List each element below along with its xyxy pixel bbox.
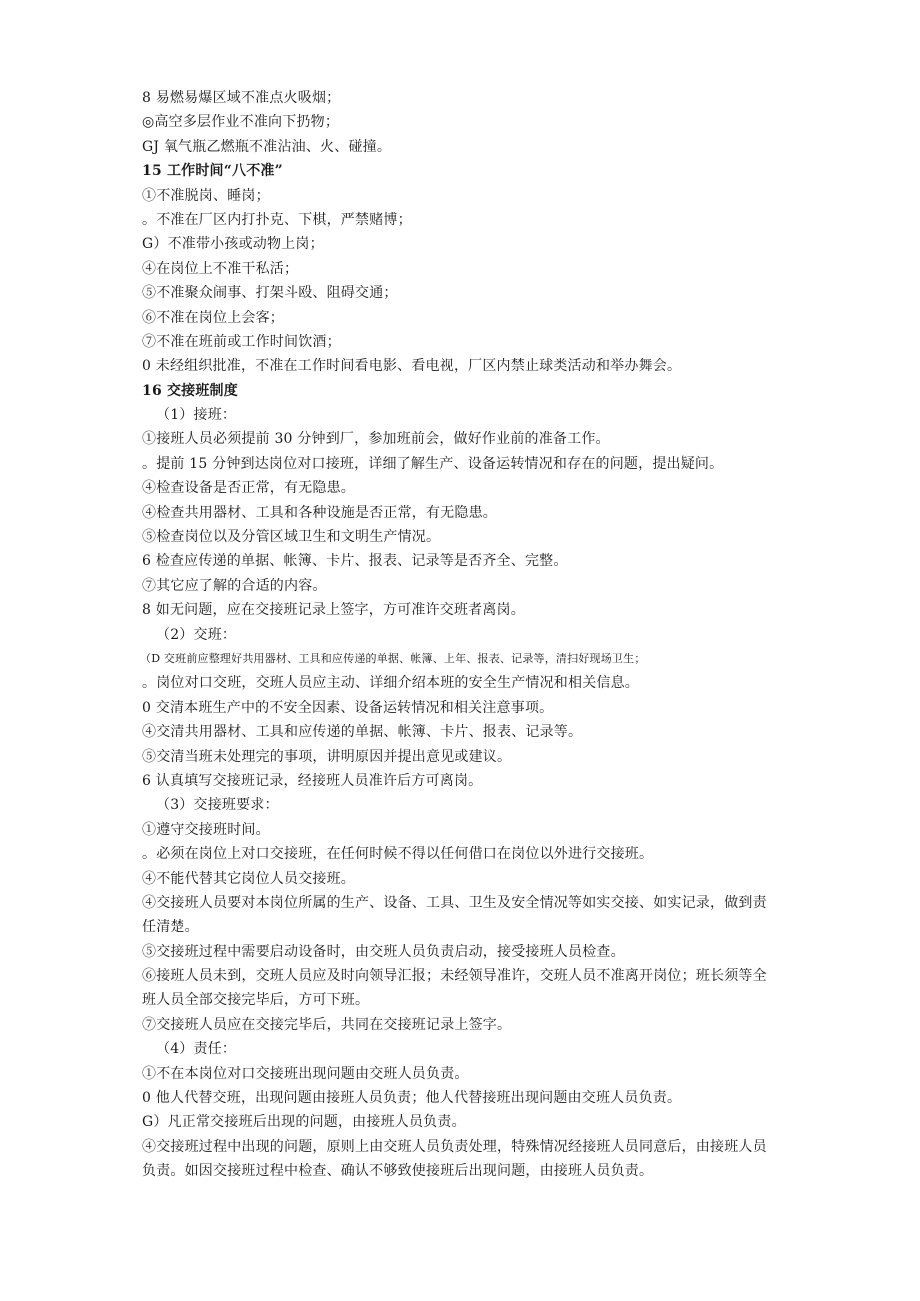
text-line: ④交接班过程中出现的问题，原则上由交班人员负责处理，特殊情况经接班人员同意后，由接班人员 xyxy=(142,1138,767,1155)
text-line: ④交接班人员要对本岗位所属的生产、设备、工具、卫生及安全情况等如实交接、如实记录，做到责 xyxy=(142,894,767,911)
text-line: 8 易燃易爆区域不准点火吸烟； xyxy=(142,90,341,106)
subsection-heading: （2）交班： xyxy=(156,626,237,643)
text-line: ⑥不准在岗位上会客； xyxy=(142,309,284,326)
subsection-heading: （1）接班： xyxy=(156,407,237,424)
text-line: ⑦不准在班前或工作时间饮酒； xyxy=(142,333,341,350)
text-line: ⑦交接班人员应在交接完毕后，共同在交接班记录上签字。 xyxy=(142,1016,512,1033)
text-line: G）不准带小孩或动物上岗； xyxy=(142,236,324,253)
text-line: ④在岗位上不准干私活； xyxy=(142,260,299,277)
text-line: 8 如无问题，应在交接班记录上签字，方可准许交班者离岗。 xyxy=(142,602,525,619)
text-line: 。岗位对口交班，交班人员应主动、详细介绍本班的安全生产情况和相关信息。 xyxy=(142,675,639,692)
text-line: 0 他人代替交班，出现问题由接班人员负责；他人代替接班出现问题由交班人员负责。 xyxy=(142,1090,682,1107)
text-line: ④检查共用器材、工具和各种设施是否正常，有无隐患。 xyxy=(142,504,497,521)
subsection-heading: （3）交接班要求： xyxy=(156,797,279,814)
text-line: ⑦其它应了解的合适的内容。 xyxy=(142,577,327,594)
text-line: 。不准在厂区内打扑克、下棋，严禁赌博； xyxy=(142,211,412,228)
text-line: ④交清共用器材、工具和应传递的单据、帐簿、卡片、报表、记录等。 xyxy=(142,724,583,741)
text-line: （D 交班前应整理好共用器材、工具和应传递的单据、帐簿、上年、报表、记录等，清扫好现场卫生； xyxy=(140,651,646,665)
text-line: 负责。如因交接班过程中检查、确认不够致使接班后出现问题，由接班人员负责。 xyxy=(142,1163,654,1180)
text-line: ⑥接班人员未到，交班人员应及时向领导汇报；未经领导准许，交班人员不准离开岗位；班长须等全 xyxy=(142,968,767,985)
text-line: G）凡正常交接班后出现的问题，由接班人员负责。 xyxy=(142,1114,466,1131)
subsection-heading: （4）责任： xyxy=(156,1041,237,1058)
text-line: 。提前 15 分钟到达岗位对口接班，详细了解生产、设备运转情况和存在的问题，提出疑问。 xyxy=(142,455,724,472)
text-line: 。必须在岗位上对口交接班，在任何时候不得以任何借口在岗位以外进行交接班。 xyxy=(142,846,654,863)
text-line: ①遵守交接班时间。 xyxy=(142,821,270,838)
section-heading: 15 工作时间“八不准” xyxy=(142,163,283,180)
text-line: 班人员全部交接完毕后，方可下班。 xyxy=(142,992,370,1009)
text-line: ④检查设备是否正常，有无隐患。 xyxy=(142,480,355,497)
text-line: GJ 氧气瓶乙燃瓶不准沾油、火、碰撞。 xyxy=(142,138,392,155)
text-line: ①不在本岗位对口交接班出现问题由交班人员负责。 xyxy=(142,1065,469,1082)
section-heading: 16 交接班制度 xyxy=(142,382,238,399)
text-line: ⑤不准聚众闹事、打架斗殴、阻碍交通； xyxy=(142,285,398,302)
text-line: 6 检查应传递的单据、帐簿、卡片、报表、记录等是否齐全、完整。 xyxy=(142,553,568,570)
text-line: 任清楚。 xyxy=(142,919,199,936)
text-line: 6 认真填写交接班记录，经接班人员准许后方可离岗。 xyxy=(142,772,483,789)
text-line: ⑤交清当班未处理完的事项，讲明原因并提出意见或建议。 xyxy=(142,748,512,765)
text-line: 0 未经组织批准，不准在工作时间看电影、看电视，厂区内禁止球类活动和举办舞会。 xyxy=(142,358,682,375)
text-line: ①不准脱岗、睡岗； xyxy=(142,187,270,204)
text-line: ⑤检查岗位以及分管区域卫生和文明生产情况。 xyxy=(142,529,441,546)
text-line: ④不能代替其它岗位人员交接班。 xyxy=(142,870,355,887)
text-line: ◎高空多层作业不准向下扔物； xyxy=(142,114,340,131)
text-line: ⑤交接班过程中需要启动设备时，由交班人员负责启动，接受接班人员检查。 xyxy=(142,943,625,960)
text-line: 0 交清本班生产中的不安全因素、设备运转情况和相关注意事项。 xyxy=(142,699,554,716)
text-line: ①接班人员必须提前 30 分钟到厂，参加班前会，做好作业前的准备工作。 xyxy=(142,431,610,448)
document-body xyxy=(142,86,830,1184)
